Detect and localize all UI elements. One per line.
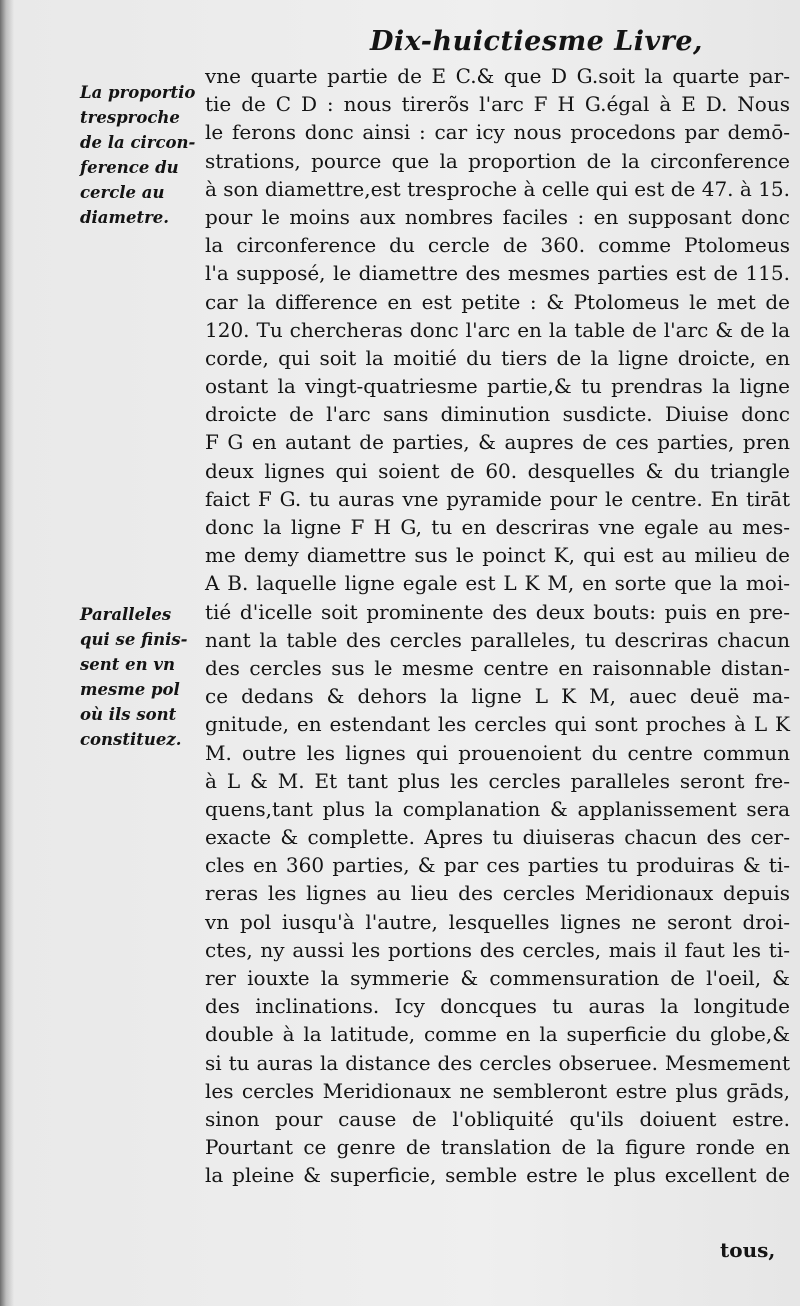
margin-note-line: sent en vn	[80, 655, 175, 674]
body-line: double à la latitude, comme en la superficie du globe,&	[205, 1022, 790, 1047]
body-line: donc la ligne F H G, tu en descriras vne egale au mes-	[205, 515, 790, 539]
body-line: deux lignes qui soient de 60. desquelles & du triangle	[205, 458, 790, 483]
body-line: tié d'icelle soit prominente des deux bouts: puis en pre-	[205, 599, 790, 624]
body-line: car la difference en est petite : & Ptolomeus le met de	[205, 289, 790, 314]
body-line: sinon pour cause de l'obliquité qu'ils doiuent estre.	[205, 1106, 790, 1131]
margin-note-line: La proportio	[80, 83, 196, 102]
body-line: Pourtant ce genre de translation de la figure ronde en	[205, 1135, 790, 1160]
body-line: exacte & complette. Apres tu diuiseras chacun des cer-	[205, 825, 790, 850]
body-line: le ferons donc ainsi : car icy nous procedons par demō-	[205, 120, 790, 145]
body-line: vn pol iusqu'à l'autre, lesquelles lignes ne seront droi-	[205, 909, 790, 934]
body-line: la pleine & superficie, semble estre le plus excellent de	[205, 1163, 790, 1188]
body-line: ctes, ny aussi les portions des cercles, mais il faut les ti-	[205, 937, 790, 962]
body-line: faict F G. tu auras vne pyramide pour le centre. En tirāt	[205, 486, 790, 511]
body-line: gnitude, en estendant les cercles qui sont proches à L K	[205, 712, 790, 737]
margin-note-line: qui se finis-	[80, 630, 188, 649]
body-line: à L & M. Et tant plus les cercles paralleles seront fre-	[205, 768, 790, 793]
body-line: 120. Tu chercheras donc l'arc en la table de l'arc & de la	[205, 317, 790, 342]
body-line: corde, qui soit la moitié du tiers de la ligne droicte, en	[205, 345, 790, 370]
body-line: l'a supposé, le diamettre des mesmes parties est de 115.	[205, 261, 790, 286]
body-line: ostant la vingt-quatriesme partie,& tu prendras la ligne	[205, 374, 790, 399]
body-line: strations, pource que la proportion de la circonference	[205, 148, 790, 173]
margin-note-line: ference du	[80, 158, 179, 177]
margin-note-proportion	[80, 80, 196, 230]
margin-note-line: mesme pol	[80, 680, 180, 699]
body-line: cles en 360 parties, & par ces parties tu produiras & ti-	[205, 853, 790, 878]
body-line: F G en autant de parties, & aupres de ces parties, pren	[205, 430, 790, 455]
body-line: vne quarte partie de E C.& que D G.soit la quarte par-	[205, 64, 790, 88]
margin-note-line: de la circon-	[80, 133, 196, 152]
body-line: rer iouxte la symmerie & commensuration de l'oeil, &	[205, 966, 790, 990]
body-line: des inclinations. Icy doncques tu auras la longitude	[205, 994, 790, 1019]
body-line: pour le moins aux nombres faciles : en supposant donc	[205, 204, 790, 229]
body-line: A B. laquelle ligne egale est L K M, en sorte que la moi-	[205, 571, 790, 596]
body-line: me demy diamettre sus le poinct K, qui est au milieu de	[205, 543, 790, 568]
body-text	[205, 62, 790, 1190]
margin-note-line: cercle au	[80, 183, 165, 202]
body-line: M. outre les lignes qui prouenoient du centre commun	[205, 740, 790, 765]
body-line: la circonference du cercle de 360. comme Ptolomeus	[205, 233, 790, 258]
margin-note-paralleles	[80, 602, 196, 752]
margin-note-line: Paralleles	[80, 605, 172, 624]
catchword: tous,	[720, 1238, 776, 1262]
margin-note-line: diametre.	[80, 208, 170, 227]
body-line: si tu auras la distance des cercles obseruee. Mesmement	[205, 1050, 790, 1075]
running-header: Dix-huictiesme Livre,	[370, 26, 703, 57]
body-line: droicte de l'arc sans diminution susdicte. Diuise donc	[205, 402, 790, 427]
body-line: les cercles Meridionaux ne sembleront estre plus grāds,	[205, 1078, 790, 1103]
body-line: à son diamettre,est tresproche à celle qui est de 47. à 15.	[205, 176, 790, 201]
body-line: quens,tant plus la complanation & applanissement sera	[205, 796, 790, 821]
body-line: nant la table des cercles paralleles, tu descriras chacun	[205, 627, 790, 652]
body-line: des cercles sus le mesme centre en raisonnable distan-	[205, 655, 790, 680]
margin-note-line: constituez.	[80, 730, 182, 749]
margin-note-line: tresproche	[80, 108, 180, 127]
body-line: tie de C D : nous tirerõs l'arc F H G.égal à E D. Nous	[205, 92, 790, 117]
body-line: ce dedans & dehors la ligne L K M, auec deuë ma-	[205, 684, 790, 709]
margin-note-line: où ils sont	[80, 705, 177, 724]
body-line: reras les lignes au lieu des cercles Meridionaux depuis	[205, 881, 790, 906]
